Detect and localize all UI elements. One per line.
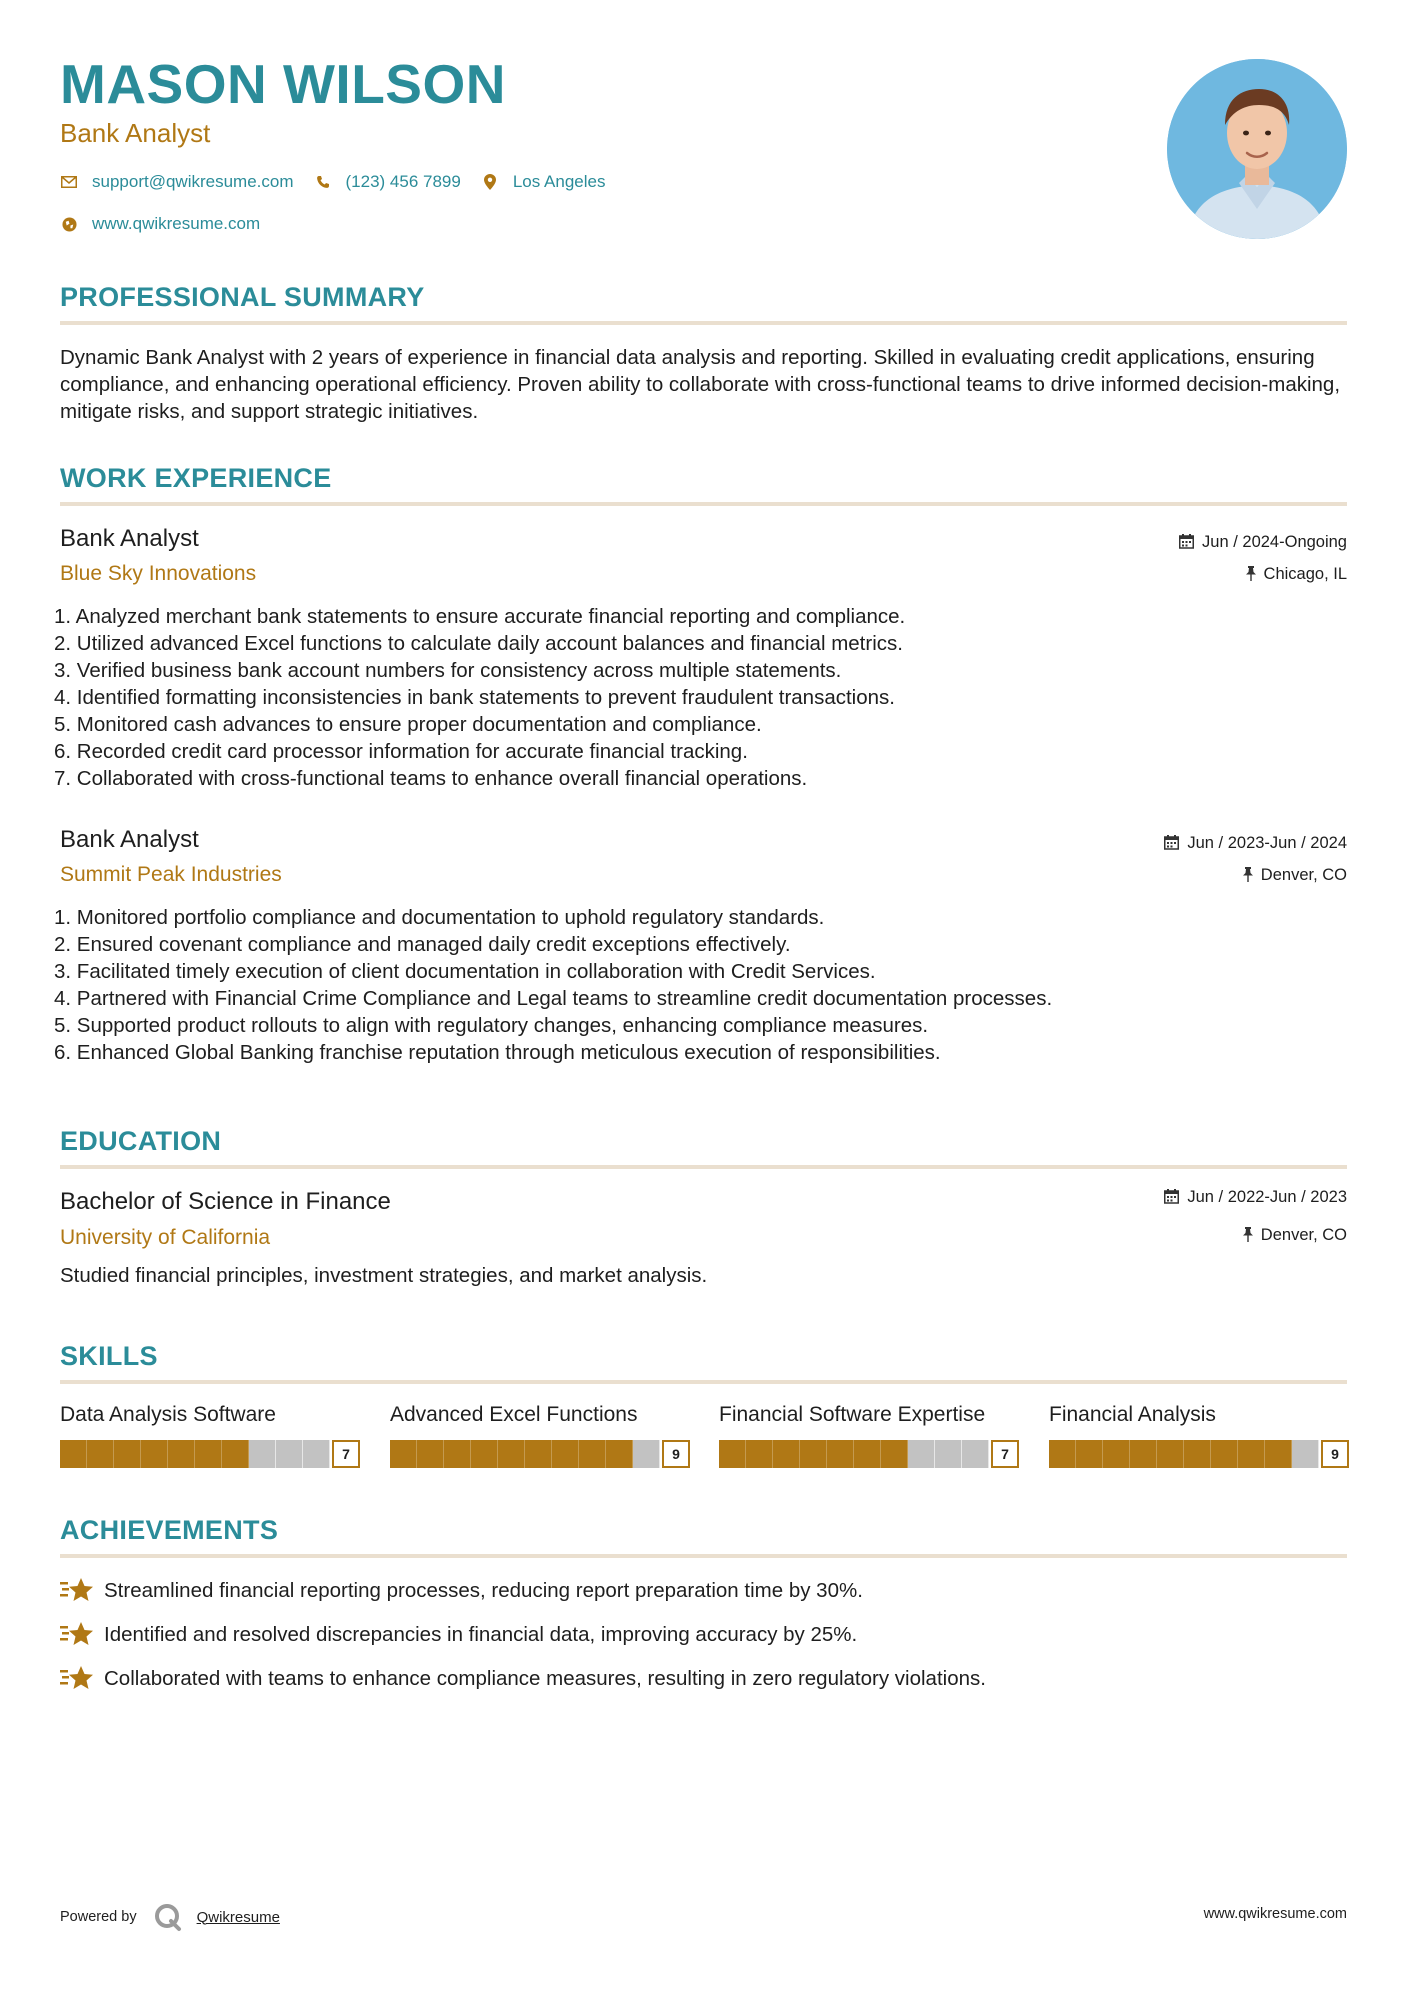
skill-name: Financial Analysis xyxy=(1049,1403,1216,1426)
candidate-role: Bank Analyst xyxy=(60,118,211,148)
achievement-item xyxy=(60,1664,986,1694)
skill-segment-filled xyxy=(1103,1440,1130,1468)
skill-item xyxy=(719,1403,1019,1469)
envelope-icon xyxy=(60,173,78,191)
shooting-star-icon xyxy=(60,1576,94,1606)
bullet-item: 2. Utilized advanced Excel functions to calculate daily account balances and financial metrics. xyxy=(54,632,903,655)
contact-row xyxy=(60,172,625,192)
job-company: Blue Sky Innovations xyxy=(60,562,257,585)
bullet-item: 5. Monitored cash advances to ensure proper documentation and compliance. xyxy=(54,713,762,736)
skill-item xyxy=(60,1403,360,1469)
school-name: University of California xyxy=(60,1226,271,1249)
skill-item xyxy=(390,1403,690,1469)
education-location-text: Denver, CO xyxy=(1260,1226,1347,1244)
skill-segments xyxy=(719,1440,989,1468)
skill-level-badge: 7 xyxy=(332,1440,360,1468)
skill-segment-filled xyxy=(1265,1440,1292,1468)
skill-level-badge: 9 xyxy=(662,1440,690,1468)
skill-segment-empty xyxy=(908,1440,935,1468)
skill-name: Financial Software Expertise xyxy=(719,1403,986,1426)
powered-by-label: Powered by xyxy=(60,1909,137,1925)
skill-segment-filled xyxy=(168,1440,195,1468)
skill-segment-empty xyxy=(935,1440,962,1468)
skill-segment-filled xyxy=(141,1440,168,1468)
contact-website[interactable] xyxy=(60,214,260,234)
skill-segment-filled xyxy=(471,1440,498,1468)
contact-email[interactable] xyxy=(60,172,294,192)
achievement-text: Streamlined financial reporting processes, reducing report preparation time by 30%. xyxy=(104,1579,863,1602)
job-location-text: Chicago, IL xyxy=(1263,565,1347,583)
job-location xyxy=(1246,565,1347,584)
skill-segment-filled xyxy=(1184,1440,1211,1468)
bullet-item: 4. Identified formatting inconsistencies in bank statements to prevent fraudulent transactions. xyxy=(54,686,895,709)
skill-segment-filled xyxy=(87,1440,114,1468)
globe-icon xyxy=(60,215,78,233)
achievements-heading: ACHIEVEMENTS xyxy=(60,1515,279,1545)
job-dates xyxy=(1164,834,1347,853)
skill-segment-filled xyxy=(1049,1440,1076,1468)
footer-website[interactable]: www.qwikresume.com xyxy=(1203,1906,1347,1922)
skill-segment-filled xyxy=(444,1440,471,1468)
job-title: Bank Analyst xyxy=(60,525,199,552)
skill-name: Advanced Excel Functions xyxy=(390,1403,638,1426)
skill-segments xyxy=(1049,1440,1319,1468)
footer-powered-by xyxy=(60,1902,280,1932)
education-heading: EDUCATION xyxy=(60,1126,222,1156)
skill-segment-filled xyxy=(525,1440,552,1468)
summary-heading: PROFESSIONAL SUMMARY xyxy=(60,282,425,312)
qwikresume-logo-icon xyxy=(153,1902,183,1932)
achievement-item xyxy=(60,1576,863,1606)
skill-segment-filled xyxy=(1211,1440,1238,1468)
skill-level-bar xyxy=(719,1439,1019,1469)
candidate-name: MASON WILSON xyxy=(60,53,506,115)
achievement-text: Identified and resolved discrepancies in financial data, improving accuracy by 25%. xyxy=(104,1623,858,1646)
skill-item xyxy=(1049,1403,1349,1469)
profile-photo xyxy=(1167,59,1347,239)
summary-divider xyxy=(60,321,1347,325)
job-company: Summit Peak Industries xyxy=(60,863,282,886)
skill-segment-empty xyxy=(633,1440,660,1468)
bullet-item: 3. Verified business bank account numbers for consistency across multiple statements. xyxy=(54,659,842,682)
job-title: Bank Analyst xyxy=(60,826,199,853)
bullet-item: 3. Facilitated timely execution of client documentation in collaboration with Credit Services. xyxy=(54,960,876,983)
skill-segment-filled xyxy=(881,1440,908,1468)
education-dates xyxy=(1164,1188,1347,1207)
bullet-item: 1. Monitored portfolio compliance and documentation to uphold regulatory standards. xyxy=(54,906,825,929)
bullet-item: 2. Ensured covenant compliance and managed daily credit exceptions effectively. xyxy=(54,933,791,956)
education-divider xyxy=(60,1165,1347,1169)
skill-segment-filled xyxy=(195,1440,222,1468)
calendar-icon xyxy=(1164,835,1179,853)
pushpin-icon xyxy=(1246,566,1256,584)
job-location-text: Denver, CO xyxy=(1260,866,1347,884)
skill-segment-filled xyxy=(60,1440,87,1468)
job-bullets xyxy=(54,603,1354,792)
skills-heading: SKILLS xyxy=(60,1341,158,1371)
skill-segments xyxy=(390,1440,660,1468)
skill-segment-filled xyxy=(390,1440,417,1468)
skill-segment-filled xyxy=(827,1440,854,1468)
achievement-text: Collaborated with teams to enhance compliance measures, resulting in zero regulatory violations. xyxy=(104,1667,986,1690)
job-bullets xyxy=(54,904,1354,1066)
education-description: Studied financial principles, investment strategies, and market analysis. xyxy=(60,1264,708,1287)
achievements-divider xyxy=(60,1554,1347,1558)
bullet-item: 5. Supported product rollouts to align with regulatory changes, enhancing compliance measures. xyxy=(54,1014,929,1037)
skill-segment-filled xyxy=(114,1440,141,1468)
skill-segment-filled xyxy=(579,1440,606,1468)
pushpin-icon xyxy=(1243,867,1253,885)
skill-level-bar xyxy=(390,1439,690,1469)
location-text: Los Angeles xyxy=(512,172,606,191)
map-pin-icon xyxy=(481,173,499,191)
achievement-item xyxy=(60,1620,857,1650)
website-text: www.qwikresume.com xyxy=(92,214,261,233)
qwikresume-link[interactable]: Qwikresume xyxy=(196,1908,280,1926)
skill-segment-filled xyxy=(498,1440,525,1468)
skill-segment-filled xyxy=(606,1440,633,1468)
experience-divider xyxy=(60,502,1347,506)
shooting-star-icon xyxy=(60,1664,94,1694)
pushpin-icon xyxy=(1243,1227,1253,1245)
bullet-item: 4. Partnered with Financial Crime Compliance and Legal teams to streamline credit documentation processes. xyxy=(54,987,1053,1010)
skill-level-bar xyxy=(1049,1439,1349,1469)
summary-text: Dynamic Bank Analyst with 2 years of experience in financial data analysis and reporting. Skilled in evaluating credit applications, ensuring compliance, and enhancing operational efficiency. Proven ability to collaborate with cross-functional teams to drive informed decision-making, mitigate risks, and support strategic initiatives. xyxy=(60,346,1341,423)
skill-segment-empty xyxy=(276,1440,303,1468)
skill-segment-filled xyxy=(552,1440,579,1468)
contact-location xyxy=(481,172,606,192)
skill-segment-filled xyxy=(854,1440,881,1468)
bullet-item: 6. Recorded credit card processor information for accurate financial tracking. xyxy=(54,740,748,763)
skill-segment-filled xyxy=(222,1440,249,1468)
skill-segment-empty xyxy=(303,1440,330,1468)
job-location xyxy=(1243,866,1347,885)
job-dates-text: Jun / 2023-Jun / 2024 xyxy=(1187,834,1347,852)
skill-segment-filled xyxy=(773,1440,800,1468)
skill-segment-empty xyxy=(249,1440,276,1468)
skill-level-badge: 9 xyxy=(1321,1440,1349,1468)
skill-segment-filled xyxy=(800,1440,827,1468)
job-dates xyxy=(1179,533,1347,552)
skill-level-bar xyxy=(60,1439,360,1469)
skill-segment-filled xyxy=(746,1440,773,1468)
skill-segment-empty xyxy=(1292,1440,1319,1468)
skill-segment-filled xyxy=(1238,1440,1265,1468)
degree-title: Bachelor of Science in Finance xyxy=(60,1188,391,1215)
bullet-item: 6. Enhanced Global Banking franchise reputation through meticulous execution of responsibilities. xyxy=(54,1041,941,1064)
phone-text: (123) 456 7899 xyxy=(345,172,461,191)
education-location xyxy=(1243,1226,1347,1245)
calendar-icon xyxy=(1164,1189,1179,1207)
email-text: support@qwikresume.com xyxy=(92,172,294,191)
skills-divider xyxy=(60,1380,1347,1384)
website-row xyxy=(60,214,280,234)
shooting-star-icon xyxy=(60,1620,94,1650)
skill-segment-empty xyxy=(962,1440,989,1468)
experience-heading: WORK EXPERIENCE xyxy=(60,463,332,493)
skill-segment-filled xyxy=(1157,1440,1184,1468)
calendar-icon xyxy=(1179,534,1194,552)
skill-segment-filled xyxy=(1076,1440,1103,1468)
skill-segment-filled xyxy=(1130,1440,1157,1468)
phone-icon xyxy=(314,173,332,191)
contact-phone[interactable] xyxy=(314,172,461,192)
education-dates-text: Jun / 2022-Jun / 2023 xyxy=(1187,1188,1347,1206)
skill-name: Data Analysis Software xyxy=(60,1403,276,1426)
bullet-item: 1. Analyzed merchant bank statements to ensure accurate financial reporting and compliance. xyxy=(54,605,906,628)
skill-level-badge: 7 xyxy=(991,1440,1019,1468)
skill-segment-filled xyxy=(719,1440,746,1468)
skill-segment-filled xyxy=(417,1440,444,1468)
skill-segments xyxy=(60,1440,330,1468)
bullet-item: 7. Collaborated with cross-functional teams to enhance overall financial operations. xyxy=(54,767,808,790)
job-dates-text: Jun / 2024-Ongoing xyxy=(1202,533,1347,551)
